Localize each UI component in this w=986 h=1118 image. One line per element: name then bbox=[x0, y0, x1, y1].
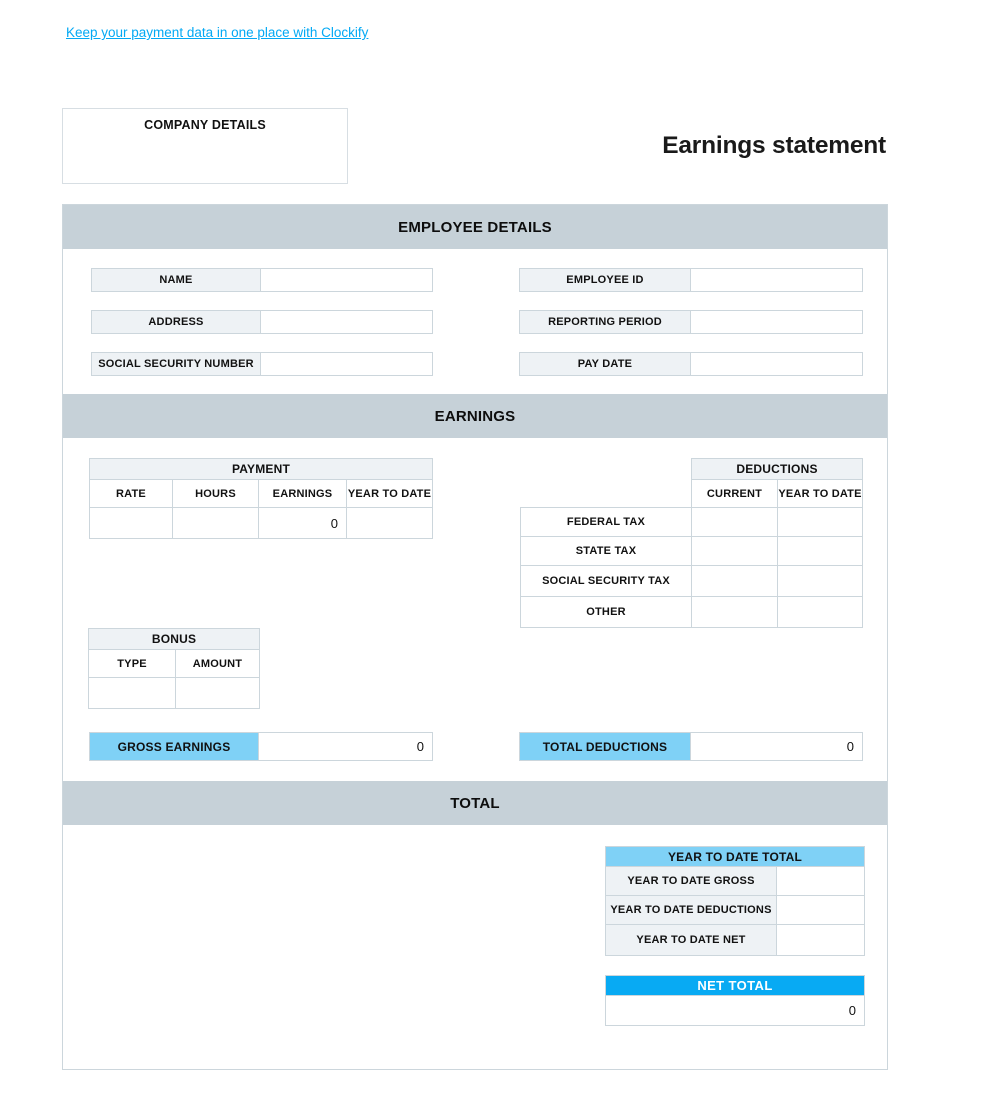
bonus-col-type: TYPE bbox=[88, 649, 176, 678]
name-input-cell[interactable] bbox=[260, 268, 433, 292]
payment-col-hours: HOURS bbox=[172, 479, 259, 508]
payment-earnings-cell[interactable]: 0 bbox=[258, 507, 347, 539]
state-tax-current-cell[interactable] bbox=[691, 536, 778, 566]
ytd-deductions-label: YEAR TO DATE DEDUCTIONS bbox=[605, 895, 777, 925]
payment-col-rate: RATE bbox=[89, 479, 173, 508]
federal-tax-ytd-cell[interactable] bbox=[777, 507, 863, 537]
statement-container bbox=[62, 204, 888, 1070]
company-details-title: COMPANY DETAILS bbox=[144, 118, 266, 132]
ssn-input-cell[interactable] bbox=[260, 352, 433, 376]
net-total-title: NET TOTAL bbox=[605, 975, 865, 996]
ytd-gross-value-cell[interactable] bbox=[776, 866, 865, 896]
gross-earnings-label: GROSS EARNINGS bbox=[89, 732, 259, 761]
state-tax-ytd-cell[interactable] bbox=[777, 536, 863, 566]
payment-rate-cell[interactable] bbox=[89, 507, 173, 539]
company-details-box[interactable] bbox=[62, 108, 348, 184]
federal-tax-label: FEDERAL TAX bbox=[520, 507, 692, 537]
reporting-period-input-cell[interactable] bbox=[690, 310, 863, 334]
employee-id-label: EMPLOYEE ID bbox=[519, 268, 691, 292]
other-deduction-current-cell[interactable] bbox=[691, 596, 778, 628]
social-security-tax-current-cell[interactable] bbox=[691, 565, 778, 597]
section-header-total: TOTAL bbox=[63, 781, 887, 825]
ytd-total-title: YEAR TO DATE TOTAL bbox=[605, 846, 865, 867]
section-header-earnings: EARNINGS bbox=[63, 394, 887, 438]
social-security-tax-ytd-cell[interactable] bbox=[777, 565, 863, 597]
payment-col-ytd: YEAR TO DATE bbox=[346, 479, 433, 508]
total-deductions-value-cell[interactable]: 0 bbox=[690, 732, 863, 761]
gross-earnings-value-cell[interactable]: 0 bbox=[258, 732, 433, 761]
ssn-label: SOCIAL SECURITY NUMBER bbox=[91, 352, 261, 376]
deductions-col-current: CURRENT bbox=[691, 479, 778, 508]
deductions-col-ytd: YEAR TO DATE bbox=[777, 479, 863, 508]
state-tax-label: STATE TAX bbox=[520, 536, 692, 566]
bonus-amount-cell[interactable] bbox=[175, 677, 260, 709]
payment-col-earnings: EARNINGS bbox=[258, 479, 347, 508]
bonus-col-amount: AMOUNT bbox=[175, 649, 260, 678]
ytd-gross-label: YEAR TO DATE GROSS bbox=[605, 866, 777, 896]
address-input-cell[interactable] bbox=[260, 310, 433, 334]
payment-hours-cell[interactable] bbox=[172, 507, 259, 539]
name-label: NAME bbox=[91, 268, 261, 292]
social-security-tax-label: SOCIAL SECURITY TAX bbox=[520, 565, 692, 597]
other-deduction-ytd-cell[interactable] bbox=[777, 596, 863, 628]
net-total-value-cell[interactable]: 0 bbox=[605, 995, 865, 1026]
bonus-table-title: BONUS bbox=[88, 628, 260, 650]
address-label: ADDRESS bbox=[91, 310, 261, 334]
federal-tax-current-cell[interactable] bbox=[691, 507, 778, 537]
payment-table-title: PAYMENT bbox=[89, 458, 433, 480]
employee-id-input-cell[interactable] bbox=[690, 268, 863, 292]
ytd-deductions-value-cell[interactable] bbox=[776, 895, 865, 925]
deductions-table-title: DEDUCTIONS bbox=[691, 458, 863, 480]
page-title: Earnings statement bbox=[662, 132, 886, 159]
bonus-type-cell[interactable] bbox=[88, 677, 176, 709]
clockify-promo-link[interactable]: Keep your payment data in one place with Clockify bbox=[66, 25, 369, 40]
ytd-net-value-cell[interactable] bbox=[776, 924, 865, 956]
pay-date-input-cell[interactable] bbox=[690, 352, 863, 376]
reporting-period-label: REPORTING PERIOD bbox=[519, 310, 691, 334]
payment-ytd-cell[interactable] bbox=[346, 507, 433, 539]
section-header-employee-details: EMPLOYEE DETAILS bbox=[63, 205, 887, 249]
ytd-net-label: YEAR TO DATE NET bbox=[605, 924, 777, 956]
total-deductions-label: TOTAL DEDUCTIONS bbox=[519, 732, 691, 761]
pay-date-label: PAY DATE bbox=[519, 352, 691, 376]
other-deduction-label: OTHER bbox=[520, 596, 692, 628]
